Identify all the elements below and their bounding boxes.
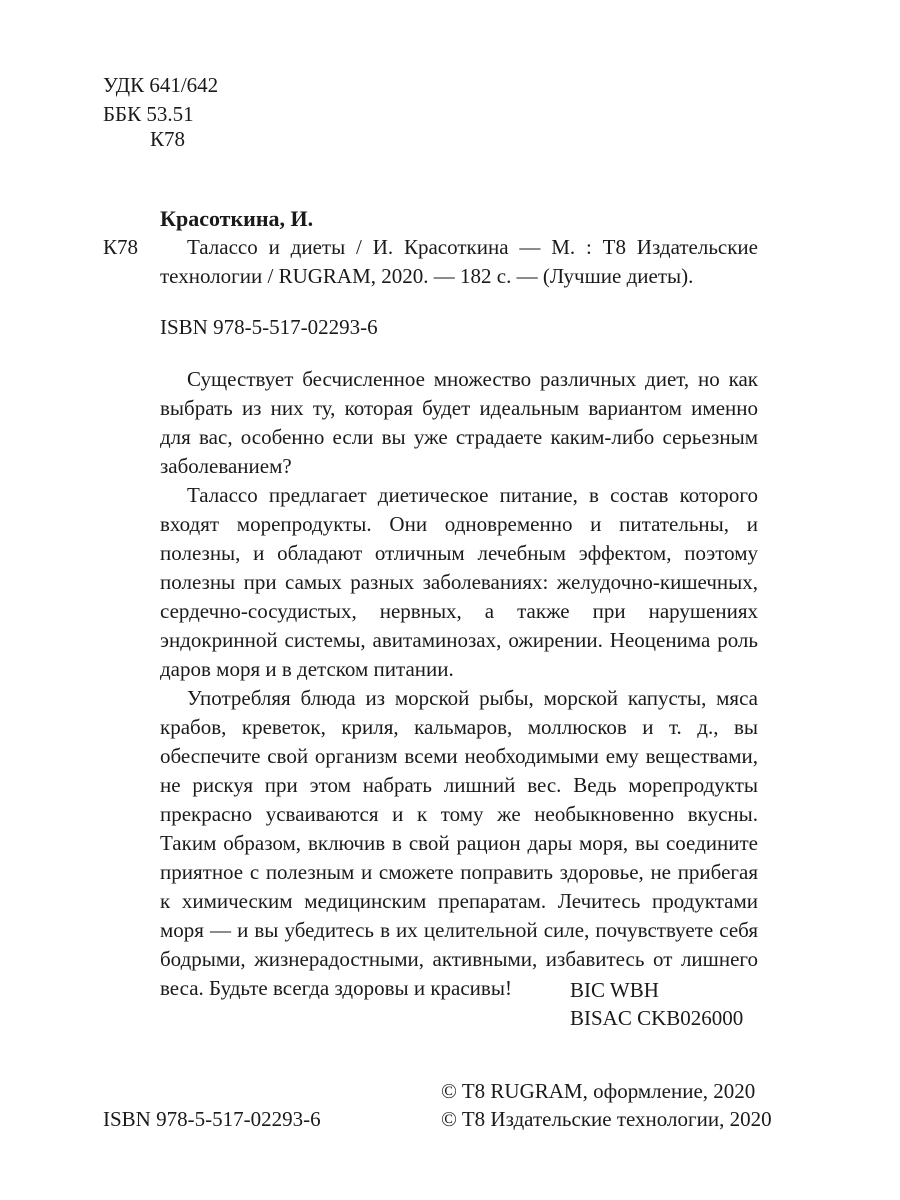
- copyright-publisher: © T8 Издательские технологии, 2020: [441, 1107, 772, 1131]
- annotation-paragraph: Употребляя блюда из морской рыбы, морской капусты, мяса крабов, креветок, криля, кальмаров, моллюсков и т. д., вы обеспечите свой организм всеми необходимыми ему веществами, не рискуя при этом набрать лишний вес. Ведь морепродукты прекрасно усваиваются и к тому же необыкновенно вкусны. Таким образом, включив в свой рацион дары моря, вы соедините приятное с полезным и сможете поправить здоровье, не прибегая к химическим медицинским препаратам. Лечитесь продуктами моря — и вы убедитесь в их целительной силе, почувствуете себя бодрыми, жизнерадостными, активными, избавитесь от лишнего веса. Будьте всегда здоровы и красивы!: [160, 686, 758, 1000]
- catalog-isbn: ISBN 978-5-517-02293-6: [160, 315, 378, 339]
- bic-code: BIC WBH: [570, 978, 659, 1002]
- bisac-code: BISAC CKB026000: [570, 1006, 744, 1030]
- author-sign-code: К78: [150, 127, 186, 151]
- catalog-author-sign: К78: [103, 235, 139, 259]
- catalog-description: Талассо и диеты / И. Красоткина — М. : T8 Издательские технологии / RUGRAM, 2020. — 182 с. — (Лучшие диеты).: [160, 235, 758, 288]
- catalog-author: Красоткина, И.: [160, 206, 314, 231]
- copyright-design: © T8 RUGRAM, оформление, 2020: [441, 1079, 756, 1103]
- annotation: [160, 365, 758, 1003]
- footer-isbn: ISBN 978-5-517-02293-6: [103, 1107, 321, 1131]
- annotation-paragraph: Существует бесчисленное множество различных диет, но как выбрать из них ту, которая будет идеальным вариантом именно для вас, особенно если вы уже страдаете каким-либо серьезным заболеванием?: [160, 367, 758, 478]
- udk-code: УДК 641/642: [103, 73, 219, 97]
- bbk-code: ББК 53.51: [103, 102, 194, 126]
- annotation-paragraph: Талассо предлагает диетическое питание, в состав которого входят морепродукты. Они одновременно и питательны, и полезны, и обладают отличным лечебным эффектом, поэтому полезны при самых разных заболеваниях: желудочно-кишечных, сердечно-сосудистых, нервных, а также при нарушениях эндокринной системы, авитаминозах, ожирении. Неоценима роль даров моря и в детском питании.: [160, 483, 758, 681]
